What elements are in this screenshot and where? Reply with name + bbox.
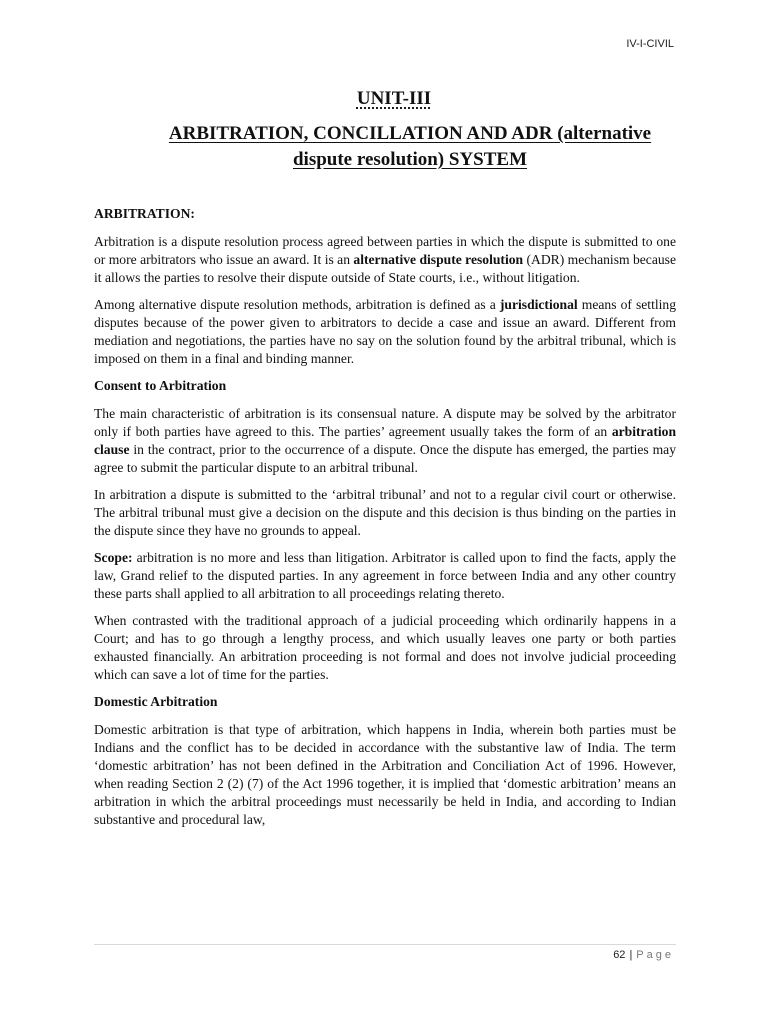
paragraph-7: Domestic arbitration is that type of arbitration, which happens in India, wherein both parties must be Indians and the conflict has to be decided in accordance with the substantive law of India. The term ‘domestic arbitration’ has not been defined in the Arbitration and Conciliation Act of 1996. However, when reading Section 2 (2) (7) of the Act 1996 together, it is implied that ‘domestic arbitration’ means an arbitration in which the arbitral proceedings must necessarily be held in India, and according to Indian substantive and procedural law, [94, 722, 676, 827]
unit-title-text: UNIT-III [356, 88, 432, 109]
paragraph-5-text-c: arbitration is no more and less than litigation. Arbitrator is called upon to find the facts, apply the law, Grand relief to the disputed parties. In any agreement in force between India and any other country these parts shall applied to all arbitration to all proceedings relating thereto. [94, 550, 676, 601]
footer-divider [94, 944, 676, 945]
running-header: IV-I-CIVIL [626, 38, 674, 50]
page-title-line-2: dispute resolution) SYSTEM [292, 149, 528, 170]
paragraph-3 [94, 405, 676, 477]
paragraph-6: When contrasted with the traditional approach of a judicial proceeding which ordinarily happens in a Court; and has to go through a lengthy process, and which usually leaves one party or both parties exhausted financially. An arbitration proceeding is not formal and does not involve judicial proceeding which can save a lot of time for the parties. [94, 613, 676, 682]
footer-separator: | [629, 949, 633, 961]
page-title-line-1: ARBITRATION, CONCILLATION AND ADR (alternative [168, 123, 652, 144]
page-footer [613, 949, 674, 961]
page-label: Page [636, 949, 674, 961]
paragraph-1 [94, 233, 676, 287]
paragraph-2 [94, 296, 676, 368]
section-heading-arbitration: ARBITRATION: [94, 206, 195, 221]
paragraph-3-text-c: in the contract, prior to the occurrence of a dispute. Once the dispute has emerged, the parties may agree to submit the particular dispute to an arbitral tribunal. [94, 442, 676, 475]
section-heading-domestic: Domestic Arbitration [94, 694, 218, 709]
paragraph-1-text-c: (ADR) mechanism because it allows the parties to resolve their dispute outside of State courts, i.e., without litigation. [94, 252, 676, 285]
paragraph-3-text-a: The main characteristic of arbitration is its consensual nature. A dispute may be solved by the arbitrator only if both parties have agreed to this. The parties’ agreement usually takes the form of an [94, 406, 676, 439]
page-title [130, 121, 690, 173]
paragraph-1-text-a: Arbitration is a dispute resolution process agreed between parties in which the dispute is submitted to one or more arbitrators who issue an award. It is an [94, 234, 676, 267]
unit-title [0, 88, 768, 110]
paragraph-1-bold: alternative dispute resolution [353, 252, 524, 267]
paragraph-2-bold: jurisdictional [499, 297, 578, 312]
paragraph-2-text-c: means of settling disputes because of the power given to arbitrators to decide a case and issue an award. Different from mediation and negotiations, the parties have no say on the solution found by the arbitral tribunal, which is imposed on them in a final and binding manner. [94, 297, 676, 366]
paragraph-5-bold: Scope: [94, 550, 133, 565]
paragraph-2-text-a: Among alternative dispute resolution methods, arbitration is defined as a [94, 297, 500, 312]
section-heading-consent: Consent to Arbitration [94, 378, 227, 393]
page-number: 62 [613, 949, 626, 961]
paragraph-4: In arbitration a dispute is submitted to the ‘arbitral tribunal’ and not to a regular civil court or otherwise. The arbitral tribunal must give a decision on the dispute and this decision is thus binding on the parties in the dispute since they have no grounds to appeal. [94, 487, 676, 538]
document-body [94, 205, 676, 838]
paragraph-5 [94, 549, 676, 603]
paragraph-3-bold: arbitration clause [94, 424, 676, 457]
